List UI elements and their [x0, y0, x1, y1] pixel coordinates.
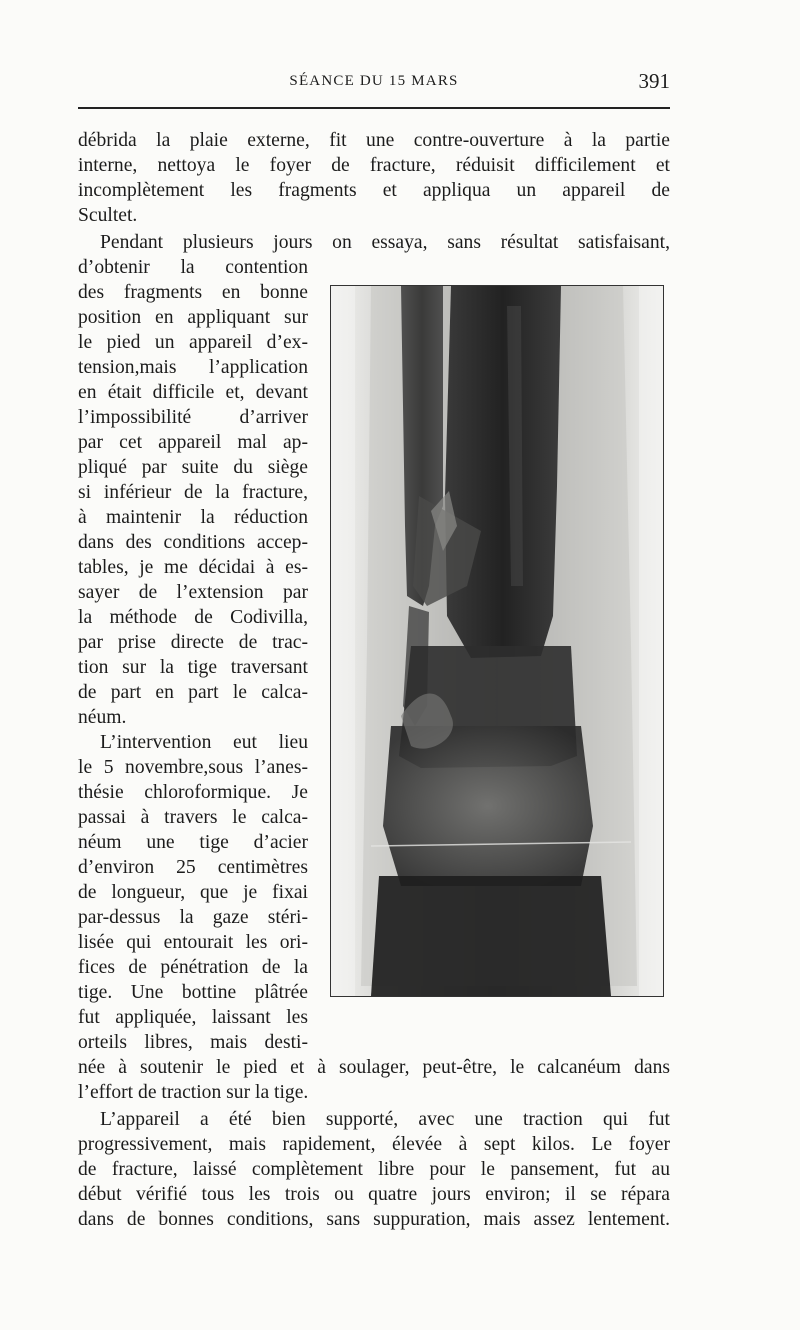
page-number: 391 — [638, 69, 670, 93]
text-line: débrida la plaie externe, fit une contre-ouverture à la partie — [78, 130, 670, 151]
text-line: néum. — [78, 707, 127, 728]
text-line: néum une tige d’acier — [78, 832, 308, 853]
text-line: la méthode de Codivilla, — [78, 607, 308, 628]
text-line: fut appliquée, laissant les — [78, 1007, 308, 1028]
text-line: orteils libres, mais desti- — [78, 1032, 308, 1053]
text-line: progressivement, mais rapidement, élevée à sept kilos. Le foyer — [78, 1134, 670, 1155]
text-line: sayer de l’extension par — [78, 582, 308, 603]
text-line: à maintenir la réduction — [78, 507, 308, 528]
text-line: interne, nettoya le foyer de fracture, réduisit difficilement et — [78, 155, 670, 176]
text-line: L’intervention eut lieu — [100, 732, 308, 753]
text-line: par-dessus la gaze stéri- — [78, 907, 308, 928]
text-line: passai à travers le calca- — [78, 807, 308, 828]
text-line: tige. Une bottine plâtrée — [78, 982, 308, 1003]
text-line: en était difficile et, devant — [78, 382, 308, 403]
text-line: le 5 novembre,sous l’anes- — [78, 757, 308, 778]
text-line: dans de bonnes conditions, sans suppuration, mais assez lentement. — [78, 1209, 670, 1230]
text-line: des fragments en bonne — [78, 282, 308, 303]
text-line: début vérifié tous les trois ou quatre jours environ; il se répara — [78, 1184, 670, 1205]
text-line: L’appareil a été bien supporté, avec une traction qui fut — [100, 1109, 670, 1130]
text-line: de fracture, laissé complètement libre pour le pansement, fut au — [78, 1159, 670, 1180]
text-line: pliqué par suite du siège — [78, 457, 308, 478]
text-line: d’environ 25 centimètres — [78, 857, 308, 878]
text-line: par cet appareil mal ap- — [78, 432, 308, 453]
text-line: thésie chloroformique. Je — [78, 782, 308, 803]
text-line: le pied un appareil d’ex- — [78, 332, 308, 353]
running-header — [78, 66, 670, 96]
text-line: position en appliquant sur — [78, 307, 308, 328]
text-line: née à soutenir le pied et à soulager, peut-être, le calcanéum dans — [78, 1057, 670, 1078]
text-line: lisée qui entourait les ori- — [78, 932, 308, 953]
text-line: de longueur, que je fixai — [78, 882, 308, 903]
text-line: Pendant plusieurs jours on essaya, sans résultat satisfaisant, — [100, 232, 670, 253]
text-line: incomplètement les fragments et appliqua un appareil de — [78, 180, 670, 201]
text-line: de part en part le calca- — [78, 682, 308, 703]
text-line: fices de pénétration de la — [78, 957, 308, 978]
xray-image — [330, 285, 664, 997]
text-line: tension,mais l’application — [78, 357, 308, 378]
text-line: tion sur la tige traversant — [78, 657, 308, 678]
header-rule — [78, 107, 670, 109]
text-line: dans des conditions accep- — [78, 532, 308, 553]
text-line: si inférieur de la fracture, — [78, 482, 308, 503]
xray-svg — [331, 286, 663, 996]
text-line: d’obtenir la contention — [78, 257, 308, 278]
text-line: Scultet. — [78, 205, 138, 226]
text-line: par prise directe de trac- — [78, 632, 308, 653]
text-line: l’impossibilité d’arriver — [78, 407, 308, 428]
text-line: tables, je me décidai à es- — [78, 557, 308, 578]
text-line: l’effort de traction sur la tige. — [78, 1082, 309, 1103]
header-title: SÉANCE DU 15 MARS — [289, 73, 459, 89]
